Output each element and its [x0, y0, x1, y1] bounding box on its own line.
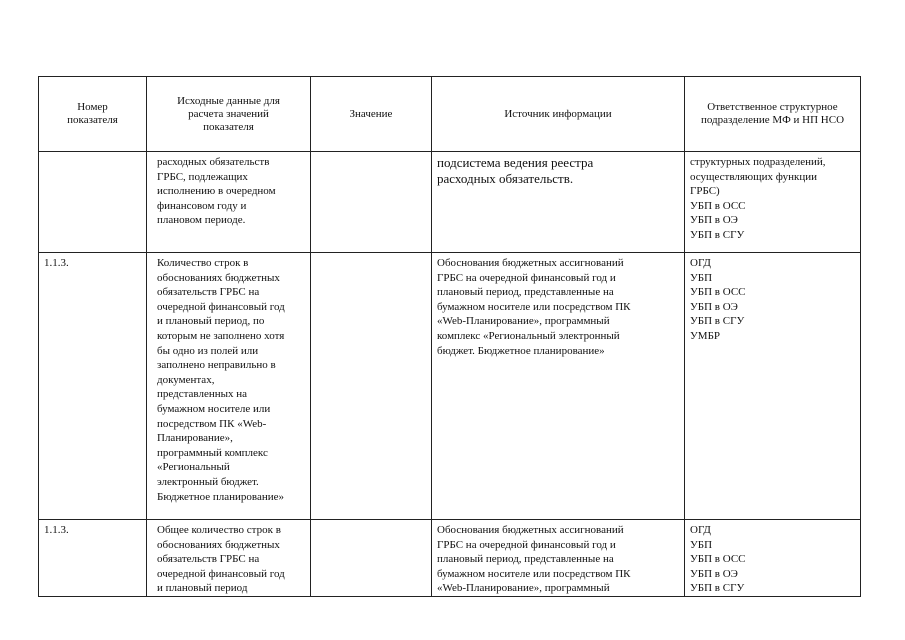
- cell-info-source: Обоснования бюджетных ассигнований ГРБС на очередной финансовый год и плановый период, представленные на бумажном носителе или посредством ПК «Web-Планирование», программный комплекс «Региональный электронный бюджет. Бюджетное планирование»: [432, 253, 685, 520]
- cell-source-data: Общее количество строк в обоснованиях бюджетных обязательств ГРБС на очередной финансовый год и плановый период: [147, 520, 311, 597]
- table-row: [39, 253, 861, 520]
- cell-number: [39, 152, 147, 253]
- header-indicator-number: Номер показателя: [39, 77, 147, 152]
- cell-number: 1.1.3.: [39, 253, 147, 520]
- cell-info-source: подсистема ведения реестра расходных обязательств.: [432, 152, 685, 253]
- cell-number: 1.1.3.: [39, 520, 147, 597]
- cell-responsible: ОГД УБП УБП в ОСС УБП в ОЭ УБП в СГУ УМБР: [685, 253, 861, 520]
- cell-value: [311, 152, 432, 253]
- cell-value: [311, 520, 432, 597]
- cell-source-data: Количество строк в обоснованиях бюджетных обязательств ГРБС на очередной финансовый год и плановый период, по которым не заполнено хотя бы одно из полей или заполнено неправильно в документах, представленных на бумажном носителе или посредством ПК «Web- Планирование», программный комплекс «Региональный электронный бюджет. Бюджетное планирование»: [147, 253, 311, 520]
- table-row: [39, 152, 861, 253]
- table-row: [39, 520, 861, 597]
- header-value: Значение: [311, 77, 432, 152]
- header-responsible-unit: Ответственное структурное подразделение МФ и НП НСО: [685, 77, 861, 152]
- cell-source-data: расходных обязательств ГРБС, подлежащих исполнению в очередном финансовом году и плановом периоде.: [147, 152, 311, 253]
- cell-value: [311, 253, 432, 520]
- indicators-table: [38, 76, 861, 597]
- cell-responsible: структурных подразделений, осуществляющих функции ГРБС) УБП в ОСС УБП в ОЭ УБП в СГУ: [685, 152, 861, 253]
- header-info-source: Источник информации: [432, 77, 685, 152]
- cell-info-source: Обоснования бюджетных ассигнований ГРБС на очередной финансовый год и плановый период, представленные на бумажном носителе или посредством ПК «Web-Планирование», программный: [432, 520, 685, 597]
- cell-responsible: ОГД УБП УБП в ОСС УБП в ОЭ УБП в СГУ: [685, 520, 861, 597]
- table-header-row: [39, 77, 861, 152]
- header-source-data: Исходные данные для расчета значений показателя: [147, 77, 311, 152]
